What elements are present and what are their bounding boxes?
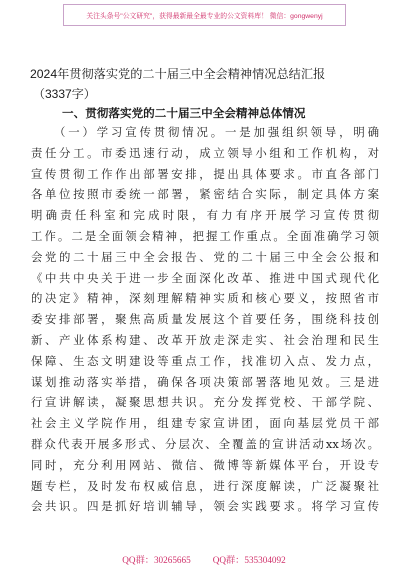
body-line: 《中共中央关于进一步全面深化改革、推进中国式现代化: [31, 270, 379, 285]
body-line: 责任分工。市委迅速行动，成立领导小组和工作机构，对: [31, 145, 379, 160]
body-line: 明确责任科室和完成时限，有力有序开展学习宣传贯彻: [31, 208, 379, 223]
body-line: 新、产业体系构建、改革开放走深走实、社会治理和民生: [31, 332, 379, 347]
body-line: 谋划推动落实举措，确保各项决策部署落地见效。三是进: [31, 374, 379, 389]
body-line: 社会主义学院作用，组建专家宣讲团，面向基层党员干部: [31, 416, 379, 431]
section-heading: 一、贯彻落实党的二十届三中全会精神总体情况: [62, 107, 306, 120]
body-line: 会党的二十届三中全会报告、党的二十届三中全会公报和: [31, 249, 379, 264]
body-line: 的决定》精神，深刻理解精神实质和核心要义，按照省市: [31, 291, 379, 306]
body-line: 宣传贯彻工作作出部署安排，提出具体要求。市直各部门: [31, 166, 379, 181]
footer-contact: [0, 552, 408, 566]
body-line: （一）学习宣传贯彻情况。一是加强组织领导，明确: [54, 125, 379, 139]
body-line: 保障、生态文明建设等重点工作，找准切入点、发力点，: [31, 353, 379, 368]
body-line: 题专栏，及时发布权威信息，进行深度解读，广泛凝聚社: [31, 478, 379, 493]
qq-group-1: QQ群：30265665: [122, 555, 191, 565]
body-paragraph: [31, 122, 379, 517]
promo-banner: [63, 4, 346, 26]
word-count: （3337字）: [33, 87, 96, 101]
body-line: 会共识。四是抓好培训辅导，领会实践要求。将学习宣传: [31, 499, 379, 514]
body-line: 工作。二是全面领会精神，把握工作重点。全面准确学习领: [31, 228, 379, 243]
document-title: 2024年贯彻落实党的二十届三中全会精神情况总结汇报: [30, 67, 326, 81]
body-line: 行宣讲解读，凝聚思想共识。充分发挥党校、干部学院、: [31, 395, 379, 410]
qq-group-2: QQ群：535304092: [212, 555, 286, 565]
promo-banner-text: 关注头条号"公文研究"，获得最新最全最专业的公文资料库！ 微信：gongwenyj: [86, 13, 323, 20]
body-line: 同时，充分利用网站、微信、微博等新媒体平台，开设专: [31, 457, 379, 472]
body-line: 群众代表开展多形式、分层次、全覆盖的宣讲活动xx场次。: [31, 436, 379, 451]
body-line: 各单位按照市委统一部署，紧密结合实际，制定具体方案: [31, 187, 379, 202]
body-line: 委安排部署，聚焦高质量发展这个首要任务，围绕科技创: [31, 312, 379, 327]
